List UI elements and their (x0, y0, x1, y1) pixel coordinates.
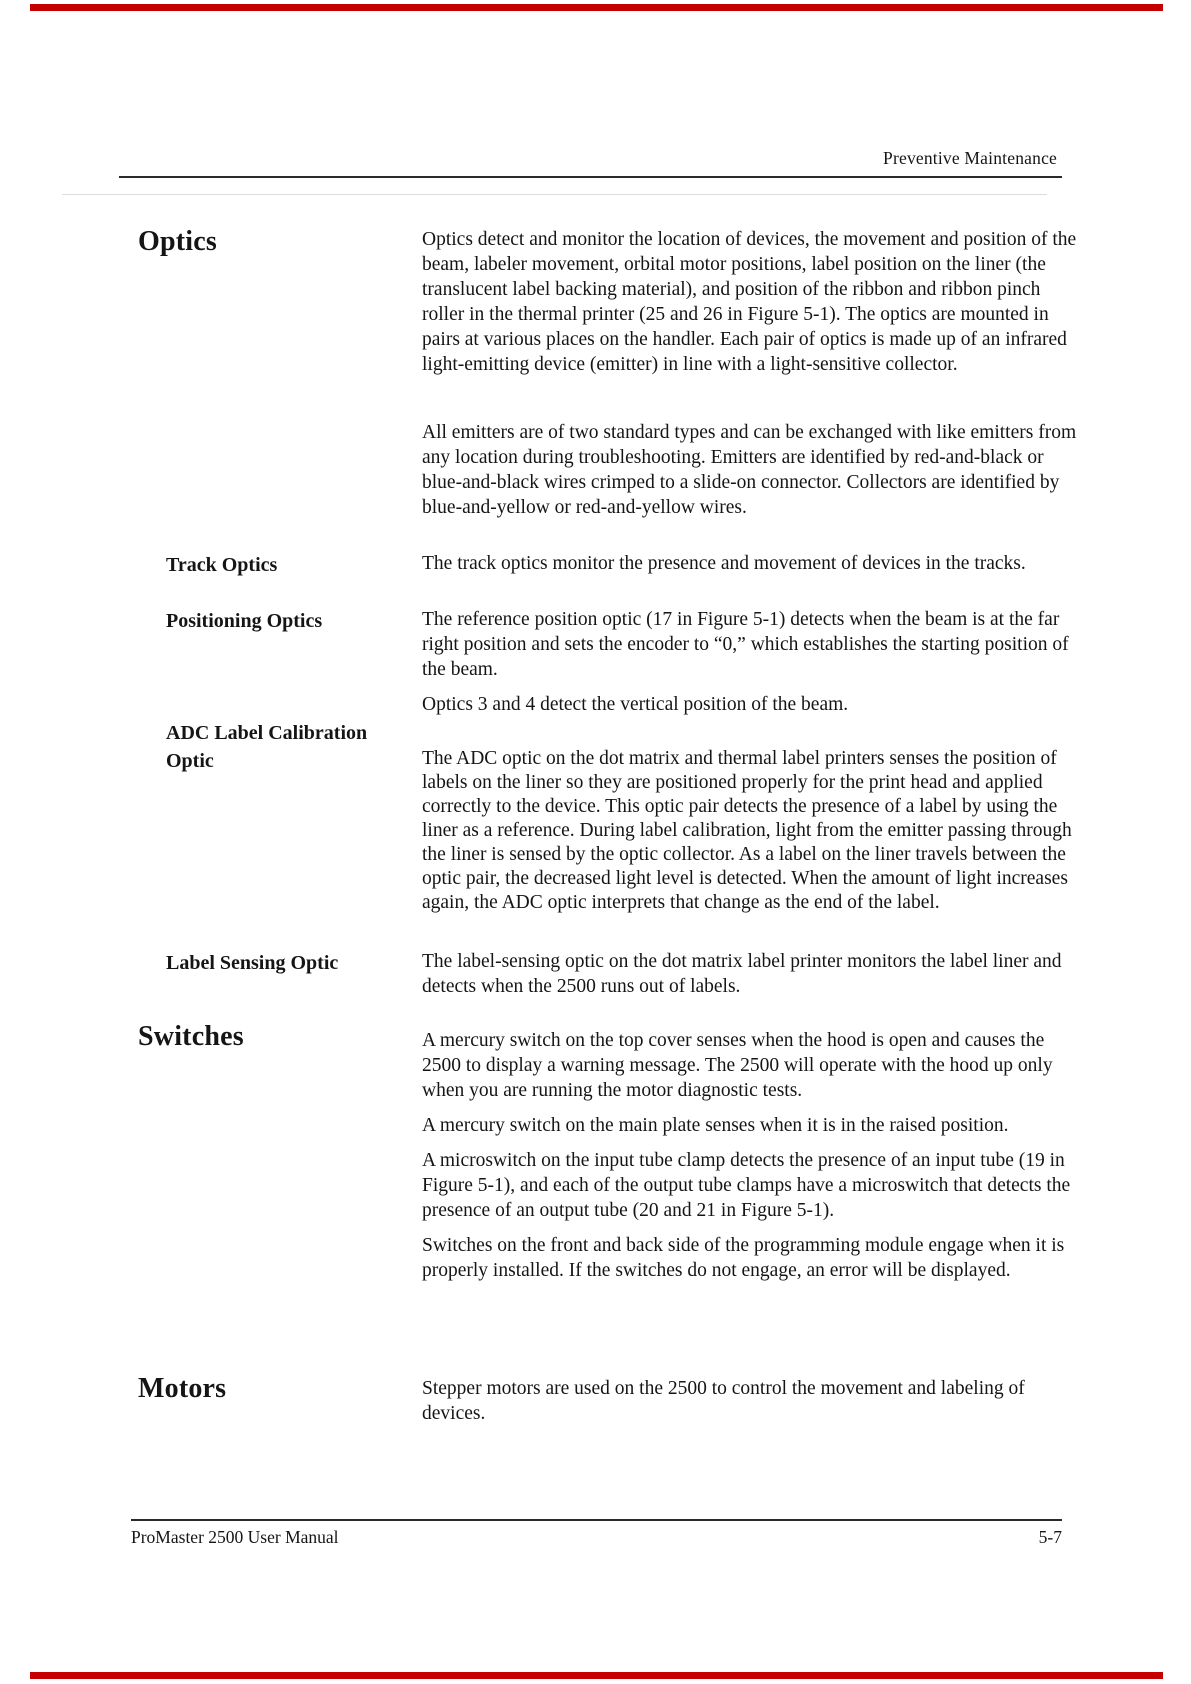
footer (131, 1527, 1062, 1548)
switches-paragraph-2: A mercury switch on the main plate senses when it is in the raised position. (422, 1115, 1009, 1136)
track-optics-label: Track Optics (166, 554, 278, 576)
section-optics (138, 227, 1085, 377)
footer-manual-title: ProMaster 2500 User Manual (131, 1527, 339, 1547)
switches-col (422, 1022, 1085, 1283)
motors-paragraph: Stepper motors are used on the 2500 to control the movement and labeling of devices. (422, 1378, 1025, 1424)
section-motors (138, 1374, 1085, 1426)
optics-heading: Optics (138, 226, 217, 257)
label-sensing-optic-col (422, 949, 1085, 999)
motors-col (422, 1374, 1085, 1426)
label-sensing-optic-paragraph: The label-sensing optic on the dot matrix label printer monitors the label liner and detects when the 2500 runs out of labels. (422, 951, 1062, 997)
track-optics-paragraph: The track optics monitor the presence and movement of devices in the tracks. (422, 553, 1026, 574)
adc-label-calibration-paragraph: The ADC optic on the dot matrix and thermal label printers senses the position of labels on the liner so they are positioned properly for the print head and applied correctly to the device. This optic pair detects the presence of a label by using the liner as a reference. During label calibration, light from the emitter passing through the liner is sensed by the optic collector. As a label on the liner travels between the optic pair, the decreased light level is detected. When the amount of light increases again, the ADC optic interprets that change as the end of the label. (422, 748, 1072, 913)
optics-intro-paragraph-1: Optics detect and monitor the location of devices, the movement and position of the beam, labeler movement, orbital motor positions, label position on the liner (the translucent label backing material), and position of the ribbon and ribbon pinch roller in the thermal printer (25 and 26 in Figure 5-1). The optics are mounted in pairs at various places on the handler. Each pair of optics is made up of an infrared light-emitting device (emitter) in line with a light-sensitive collector. (422, 229, 1077, 375)
positioning-optics-label: Positioning Optics (166, 610, 323, 632)
optics-intro-col-2 (422, 420, 1085, 520)
switches-paragraph-3: A microswitch on the input tube clamp detects the presence of an input tube (19 in Figure 5-1), and each of the output tube clamps have a microswitch that detects the presence of an output tube (20 and 21 in Figure 5-1). (422, 1150, 1071, 1221)
positioning-optics-col (422, 607, 1085, 717)
switches-heading: Switches (138, 1021, 244, 1052)
subsection-label-sensing-optic (138, 949, 1085, 999)
adc-label-calibration-label (138, 719, 422, 915)
top-edge-red-bar (30, 4, 1163, 11)
optics-intro-paragraph-2: All emitters are of two standard types and can be exchanged with like emitters from any location during troubleshooting. Emitters are identified by red-and-black or blue-and-black wires crimped to a slide-on connector. Collectors are identified by blue-and-yellow or red-and-yellow wires. (422, 422, 1077, 518)
switches-paragraph-1: A mercury switch on the top cover senses when the hood is open and causes the 2500 to display a warning message. The 2500 will operate with the hood up only when you are running the motor diagnostic tests. (422, 1030, 1053, 1101)
spacer-label-col (138, 420, 422, 520)
section-switches (138, 1022, 1085, 1283)
switches-paragraph-4: Switches on the front and back side of the programming module engage when it is properly installed. If the switches do not engage, an error will be displayed. (422, 1235, 1065, 1281)
footer-rule (131, 1519, 1062, 1521)
footer-page-number: 5-7 (1038, 1527, 1062, 1547)
bottom-edge-red-bar (30, 1672, 1163, 1679)
motors-heading: Motors (138, 1373, 227, 1404)
optics-intro-col (422, 227, 1085, 377)
adc-label-line-1: ADC Label Calibration (166, 722, 368, 744)
header-rule-faint (62, 194, 1047, 195)
running-header-title: Preventive Maintenance (883, 148, 1057, 168)
positioning-optics-paragraph-2: Optics 3 and 4 detect the vertical position of the beam. (422, 694, 849, 715)
track-optics-col (422, 551, 1085, 579)
section-optics-cont (138, 420, 1085, 520)
header-rule (119, 176, 1062, 178)
adc-label-line-2: Optic (166, 750, 214, 772)
subsection-adc-label-calibration (138, 719, 1085, 915)
adc-label-calibration-col (422, 719, 1085, 915)
positioning-optics-paragraph-1: The reference position optic (17 in Figure 5-1) detects when the beam is at the far right position and sets the encoder to “0,” which establishes the starting position of the beam. (422, 609, 1069, 680)
label-sensing-optic-label: Label Sensing Optic (166, 952, 339, 974)
subsection-track-optics (138, 551, 1085, 579)
subsection-positioning-optics (138, 607, 1085, 717)
